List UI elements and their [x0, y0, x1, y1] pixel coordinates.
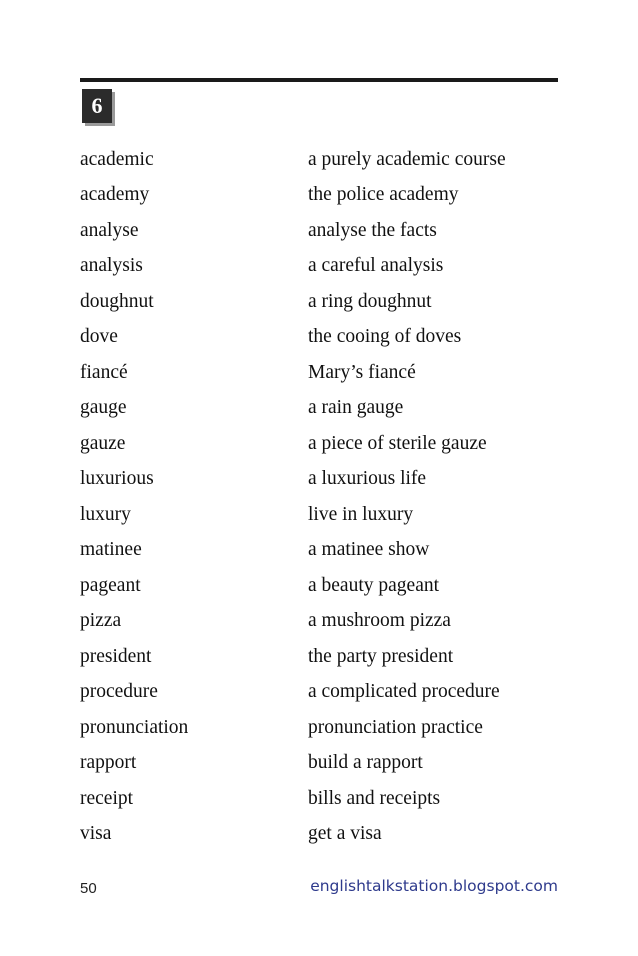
vocabulary-row: [80, 426, 558, 462]
vocabulary-row: [80, 497, 558, 533]
vocabulary-example: bills and receipts: [308, 787, 441, 809]
vocabulary-row: [80, 249, 558, 285]
vocabulary-row: [80, 746, 558, 782]
vocabulary-example: a complicated procedure: [308, 681, 500, 703]
vocabulary-word: rapport: [80, 752, 137, 774]
vocabulary-word: president: [80, 645, 152, 667]
vocabulary-example: build a rapport: [308, 752, 423, 774]
vocabulary-row: [80, 213, 558, 249]
vocabulary-word: academic: [80, 148, 154, 170]
vocabulary-row: [80, 639, 558, 675]
vocabulary-word: luxury: [80, 503, 131, 525]
vocabulary-example: a careful analysis: [308, 255, 444, 277]
vocabulary-word: gauge: [80, 397, 127, 419]
vocabulary-row: [80, 284, 558, 320]
vocabulary-example: a purely academic course: [308, 148, 506, 170]
vocabulary-word: matinee: [80, 539, 142, 561]
vocabulary-word: analysis: [80, 255, 143, 277]
vocabulary-example: get a visa: [308, 823, 382, 845]
vocabulary-word: procedure: [80, 681, 158, 703]
vocabulary-example: Mary’s fiancé: [308, 361, 416, 383]
vocabulary-word: fiancé: [80, 361, 128, 383]
vocabulary-row: [80, 320, 558, 356]
vocabulary-row: [80, 710, 558, 746]
vocabulary-row: [80, 604, 558, 640]
vocabulary-word: pageant: [80, 574, 141, 596]
header-rule: [80, 78, 558, 82]
vocabulary-example: the cooing of doves: [308, 326, 462, 348]
page-number: 50: [80, 880, 97, 897]
vocabulary-example: pronunciation practice: [308, 716, 483, 738]
vocabulary-example: a matinee show: [308, 539, 430, 561]
vocabulary-word: gauze: [80, 432, 126, 454]
vocabulary-word: luxurious: [80, 468, 154, 490]
vocabulary-word: visa: [80, 823, 112, 845]
vocabulary-row: [80, 675, 558, 711]
vocabulary-row: [80, 533, 558, 569]
vocabulary-word: pronunciation: [80, 716, 189, 738]
vocabulary-example: a ring doughnut: [308, 290, 432, 312]
vocabulary-example: a luxurious life: [308, 468, 427, 490]
vocabulary-example: analyse the facts: [308, 219, 437, 241]
vocabulary-row: [80, 568, 558, 604]
vocabulary-word: doughnut: [80, 290, 154, 312]
vocabulary-row: [80, 142, 558, 178]
vocabulary-row: [80, 178, 558, 214]
vocabulary-row: [80, 391, 558, 427]
vocabulary-example: the party president: [308, 645, 454, 667]
site-link[interactable]: englishtalkstation.blogspot.com: [310, 877, 558, 895]
vocabulary-word: analyse: [80, 219, 139, 241]
vocabulary-word: receipt: [80, 787, 134, 809]
vocabulary-example: live in luxury: [308, 503, 414, 525]
vocabulary-row: [80, 781, 558, 817]
vocabulary-example: a piece of sterile gauze: [308, 432, 487, 454]
vocabulary-word: pizza: [80, 610, 122, 632]
vocabulary-word: dove: [80, 326, 118, 348]
vocabulary-row: [80, 817, 558, 853]
vocabulary-example: a mushroom pizza: [308, 610, 451, 632]
vocabulary-word: academy: [80, 184, 150, 206]
vocabulary-row: [80, 462, 558, 498]
vocabulary-example: the police academy: [308, 184, 459, 206]
lesson-number-badge: 6: [82, 89, 112, 123]
vocabulary-row: [80, 355, 558, 391]
vocabulary-example: a beauty pageant: [308, 574, 440, 596]
vocabulary-list: [80, 142, 558, 852]
vocabulary-example: a rain gauge: [308, 397, 404, 419]
